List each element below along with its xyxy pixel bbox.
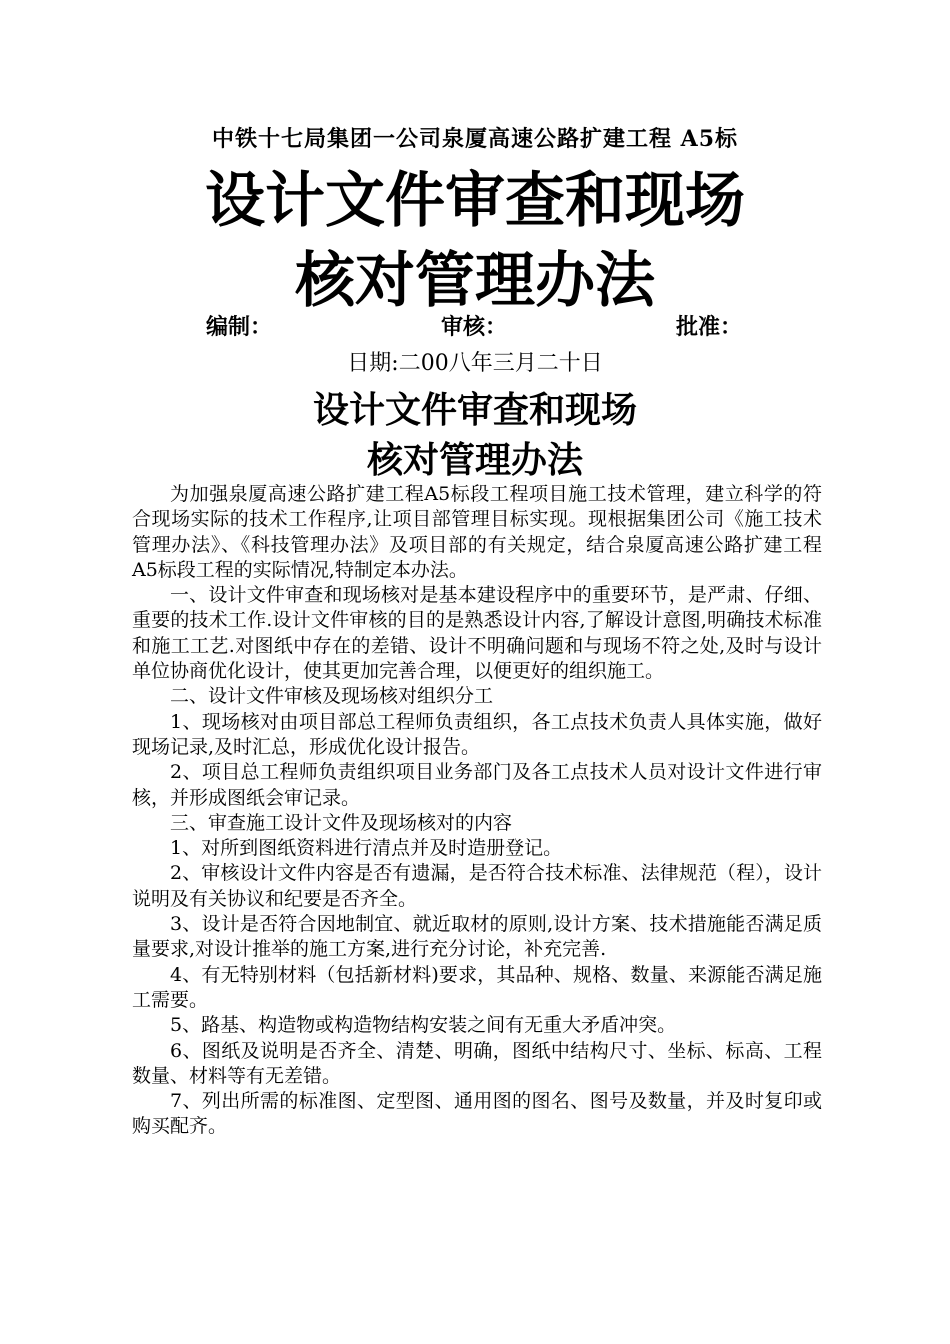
main-title-line-1: 设计文件审查和现场 — [205, 166, 745, 236]
paragraph-item: 4、有无特别材料（包括新材料)要求，其品种、规格、数量、来源能否满足施工需要。 — [132, 963, 822, 1011]
subtitle-line-2: 核对管理办法 — [366, 440, 583, 481]
approver-label: 批准： — [676, 315, 743, 340]
paragraph-section-1: 一、设计文件审查和现场核对是基本建设程序中的重要环节，是严肃、仔细、重要的技术工作.设计文件审核的目的是熟悉设计内容,了解设计意图,明确技术标准和施工工艺.对图纸中存在的差错、设计不明确问题和与现场不符之处,及时与设计单位协商优化设计，使其更加完善合理，以便更好的组织施工。 — [132, 584, 822, 683]
main-title-line-2: 核对管理办法 — [295, 246, 655, 316]
paragraph-item: 6、图纸及说明是否齐全、清楚、明确，图纸中结构尺寸、坐标、标高、工程数量、材料等有无差错。 — [132, 1039, 822, 1087]
paragraph-intro: 为加强泉厦高速公路扩建工程A5标段工程项目施工技术管理，建立科学的符合现场实际的技术工作程序,让项目部管理目标实现。现根据集团公司《施工技术管理办法》、《科技管理办法》及项目部的有关规定，结合泉厦高速公路扩建工程A5标段工程的实际情况,特制定本办法。 — [132, 483, 822, 581]
signature-row — [0, 310, 950, 344]
paragraph-item: 5、路基、构造物或构造物结构安装之间有无重大矛盾冲突。 — [170, 1014, 677, 1037]
paragraph-item: 1、现场核对由项目部总工程师负责组织，各工点技术负责人具体实施，做好现场记录,及时汇总，形成优化设计报告。 — [132, 710, 822, 758]
paragraph-item: 2、项目总工程师负责组织项目业务部门及各工点技术人员对设计文件进行审核，并形成图纸会审记录。 — [132, 761, 822, 809]
paragraph-section-3-heading: 三、审查施工设计文件及现场核对的内容 — [170, 811, 513, 834]
body-text — [132, 482, 822, 1140]
paragraph-item: 7、列出所需的标准图、定型图、通用图的图名、图号及数量，并及时复印或购买配齐。 — [132, 1090, 822, 1138]
paragraph-item: 1、对所到图纸资料进行清点并及时造册登记。 — [170, 837, 563, 860]
paragraph-item: 3、设计是否符合因地制宜、就近取材的原则,设计方案、技术措施能否满足质量要求,对设计推举的施工方案,进行充分讨论，补充完善. — [132, 913, 822, 961]
organization-line: 中铁十七局集团一公司泉厦高速公路扩建工程 A5标 — [211, 126, 739, 152]
compiler-label: 编制： — [206, 315, 273, 340]
paragraph-item: 2、审核设计文件内容是否有遗漏，是否符合技术标准、法律规范（程），设计说明及有关协议和纪要是否齐全。 — [132, 862, 822, 910]
subtitle-line-1: 设计文件审查和现场 — [312, 390, 637, 431]
reviewer-label: 审核： — [441, 315, 508, 340]
date-line: 日期:二00八年三月二十日 — [347, 351, 603, 376]
paragraph-section-2-heading: 二、设计文件审核及现场核对组织分工 — [170, 685, 494, 708]
